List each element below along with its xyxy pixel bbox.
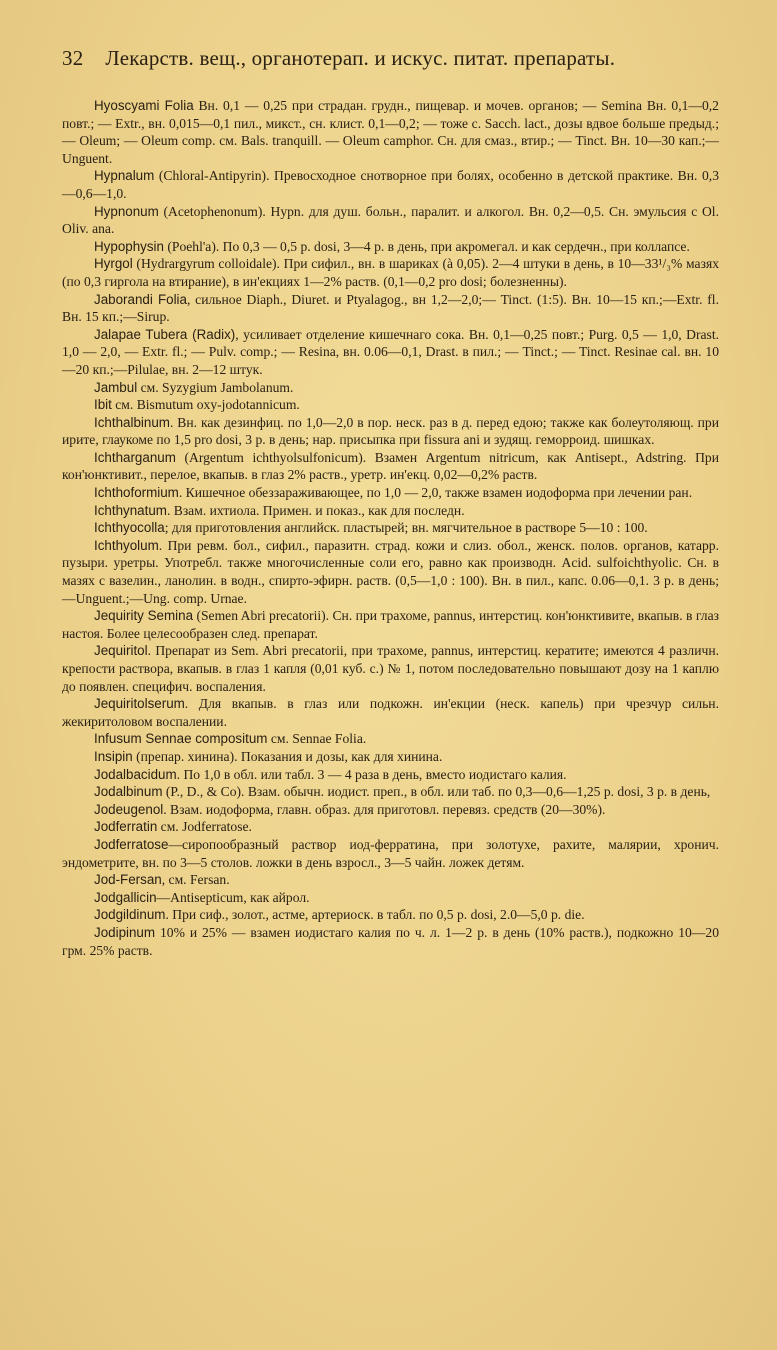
dictionary-entry xyxy=(62,291,719,326)
entry-term: Hyrgol xyxy=(94,256,133,272)
dictionary-entry xyxy=(62,924,719,959)
entry-text: . Взам. иодоформа, главн. образ. для приготовл. перевяз. средств (20—30%). xyxy=(163,801,606,817)
entry-term: Jodgallicin xyxy=(94,889,157,905)
entry-term: Jambul xyxy=(94,379,138,395)
entry-text: . Для вкапыв. в глаз или подкожн. ин'екции (неск. капель) при чрезчур сильн. жекиритоловом воспалении. xyxy=(62,696,719,729)
entry-term: Hypophysin xyxy=(94,238,164,254)
entry-term: Ichthoformium xyxy=(94,485,179,501)
dictionary-entry xyxy=(62,203,719,238)
entry-term: Ichthynatum xyxy=(94,502,167,518)
dictionary-entry xyxy=(62,801,719,819)
entry-term: Jodeugenol xyxy=(94,801,164,817)
entry-text: Вн. 0,1 — 0,25 при страдан. грудн., пищевар. и мочев. органов; — Semina Вн. 0,1—0,2 повт.; — Extr., вн. 0,015—0,1 пил., микст., сн. клист. 0,1—0,2; — тоже с. Sacch. lact., дозы вдвое больше предыд.; — Oleum; — Oleum comp. см. Bals. tranquill. — Oleum camphor. Сн. для смаз., втир.; — Tinct. Вн. 10—30 кап.;—Unguent. xyxy=(62,98,719,166)
entry-text: . Препарат из Sem. Abri precatorii, при трахоме, pannus, интерстиц. кератите; имеются 4 различн. крепости раствора, вкапыв. в глаз 1 капля (0,01 куб. с.) № 1, потом последовательно повышают дозу на 1 каплю до появлен. специфич. воспаления. xyxy=(62,643,719,694)
entry-text: . При ревм. бол., сифил., паразитн. страд. кожи и слиз. обол., женск. полов. органов, катарр. пузыри. уретры. Употребл. также многочисленные соли его, равно как производн. Acid. sulfoichthyolic. Сн. в мазях с вазелин., ланолин. в водн., спирто-эфирн. раств. (0,5—1,0 : 100). Вн. в пил., капс. 0.06—0,1. 3 p. в день;—Unguent.;—Ung. comp. Urnae. xyxy=(62,537,719,606)
entry-term: Jod-Fersan xyxy=(94,872,162,888)
entry-term: Ichtharganum xyxy=(94,449,176,465)
dictionary-entry xyxy=(62,449,719,484)
entry-term: Jaborandi Folia xyxy=(94,291,187,307)
entry-text: (P., D., & Co). Взам. обычн. иодист. преп., в обл. или таб. по 0,3—0,6—1,25 p. dosi, 3 p. в день, xyxy=(162,784,711,800)
dictionary-entry xyxy=(62,766,719,784)
entry-term: Jodferratin xyxy=(94,819,158,835)
dictionary-entry xyxy=(62,167,719,202)
entry-text: —Antisepticum, как айрол. xyxy=(156,889,310,905)
entry-term: Jequirity Semina xyxy=(94,608,194,624)
dictionary-entry xyxy=(62,836,719,871)
entry-text: . Вн. как дезинфиц. по 1,0—2,0 в пор. неск. раз в д. перед едою; также как болеутоляющ. при ирите, глаукоме по 1,5 pro dosi, 3 p. в день; нар. присыпка при fissura ani и зудящ. геморроид. шишках. xyxy=(62,414,719,448)
entry-term: Infusum Sennae compositum xyxy=(94,731,268,747)
entry-text: см. Bismutum oxy-jodotannicum. xyxy=(111,397,300,413)
dictionary-entry xyxy=(62,537,719,607)
entry-term: Jodgildinum xyxy=(94,907,166,923)
entry-text: (Chloral-Antipyrin). Превосходное снотворное при болях, особенно в детской практике. Вн. 0,3—0,6—1,0. xyxy=(62,168,719,201)
dictionary-entry xyxy=(62,783,719,801)
dictionary-entry xyxy=(62,695,719,730)
entry-term: Hypnalum xyxy=(94,168,155,184)
entry-term: Ibit xyxy=(94,397,112,413)
running-title: Лекарств. вещ., органотерап. и искус. питат. препараты. xyxy=(105,46,616,70)
entry-text: см. Syzygium Jambolanum. xyxy=(137,379,294,395)
page-number: 32 xyxy=(62,46,84,70)
dictionary-entry xyxy=(62,607,719,642)
entry-text: (Semen Abri precatorii). Сн. при трахоме, pannus, интерстиц. кон'юнктивите, вкапыв. в глаз настоя. Более целесообразен след. препарат. xyxy=(62,608,719,641)
dictionary-entry xyxy=(62,519,719,537)
dictionary-entry xyxy=(62,484,719,502)
entry-term: Hyoscyami Folia xyxy=(94,98,194,113)
entry-term: Jodalbacidum xyxy=(94,766,177,782)
entry-text: (Poehl'а). По 0,3 — 0,5 p. dosi, 3—4 p. в день, при акромегал. и как сердечн., при коллапсе. xyxy=(163,238,690,254)
entry-text: ; для приготовления английск. пластырей; вн. мягчительное в растворе 5—10 : 100. xyxy=(164,520,648,536)
dictionary-entry xyxy=(62,379,719,397)
dictionary-entry xyxy=(62,414,719,449)
dictionary-entry xyxy=(62,748,719,766)
entry-text: . Взам. ихтиола. Примен. и показ., как для последн. xyxy=(166,502,465,518)
entry-text: , сильное Diaph., Diuret. и Ptyalagog., вн 1,2—2,0;— Tinct. (1:5). Вн. 10—15 кп.;—Extr. fl. Вн. 15 кп.;—Sirup. xyxy=(62,291,719,325)
dictionary-entry xyxy=(62,97,719,167)
dictionary-entry xyxy=(62,396,719,414)
dictionary-entry xyxy=(62,871,719,889)
entry-text: . При сиф., золот., астме, артериоск. в табл. по 0,5 p. dosi, 2.0—5,0 p. die. xyxy=(165,907,585,923)
entry-term: Jodipinum xyxy=(94,924,156,940)
entry-list xyxy=(62,97,719,959)
entry-text: см. Jodferratose. xyxy=(157,819,252,835)
entry-term: Jalapae Tubera (Radix) xyxy=(94,326,236,342)
dictionary-entry xyxy=(62,818,719,836)
dictionary-entry xyxy=(62,889,719,907)
entry-term: Jodalbinum xyxy=(94,784,163,800)
entry-term: Jequiritol xyxy=(94,643,148,659)
dictionary-entry xyxy=(62,238,719,256)
entry-term: Hypnonum xyxy=(94,203,159,219)
entry-text: , усиливает отделение кишечнаго сока. Вн. 0,1—0,25 повт.; Purg. 0,5 — 1,0, Drast. 1,0 — 2,0, — Extr. fl.; — Pulv. comp.; — Resina, вн. 0.06—0,1, Drast. в пил.; — Tinct.; — Tinct. Resinae cal. вн. 10—20 кп.;—Pilulae, вн. 2—12 штук. xyxy=(62,326,719,377)
dictionary-entry xyxy=(62,326,719,379)
entry-term: Jequiritolserum xyxy=(94,696,185,712)
entry-text: (препар. хинина). Показания и дозы, как для хинина. xyxy=(132,748,443,764)
entry-text: см. Sennae Folia. xyxy=(267,731,367,747)
dictionary-entry xyxy=(62,730,719,748)
entry-text: (Argentum ichthyolsulfonicum). Взамен Argentum nitricum, как Antisept., Adstring. При кон'юнктивит., перелое, вкапыв. в глаз 2% раств., уретр. ин'екц. 0,02—0,2% раств. xyxy=(62,449,719,483)
entry-text: . По 1,0 в обл. или табл. 3 — 4 раза в день, вместо иодистаго калия. xyxy=(176,766,567,782)
entry-text: . Кишечное обеззараживающее, по 1,0 — 2,0, также взамен иодоформа при лечении ран. xyxy=(178,485,693,501)
entry-text: , см. Fersan. xyxy=(161,872,230,888)
dictionary-entry xyxy=(62,906,719,924)
dictionary-entry xyxy=(62,502,719,520)
entry-term: Ichthyolum xyxy=(94,537,159,553)
entry-term: Jodferratose xyxy=(94,836,169,852)
entry-text: (Hydrargyrum colloidale). При сифил., вн. в шариках (à 0,05). 2—4 штуки в день, в 10—33¹/₃% мазях (по 0,3 гиргола на втирание), в ин'екциях 1—2% раств. (0,1—0,2 pro dosi; болезненны). xyxy=(62,256,719,289)
entry-text: 10% и 25% — взамен иодистаго калия по ч. л. 1—2 p. в день (10% раств.), подкожно 10—20 грм. 25% раств. xyxy=(62,924,719,958)
entry-text: (Acetophenonum). Hypn. для душ. больн., паралит. и алкогол. Вн. 0,2—0,5. Сн. эмульсия с Ol. Oliv. ana. xyxy=(62,203,719,237)
dictionary-entry xyxy=(62,255,719,290)
page-header xyxy=(62,46,719,71)
entry-text: —сиропообразный раствор иод-ферратина, при золотухе, рахите, малярии, хронич. эндометрите, вн. по 3—5 столов. ложки в день взросл., 3—5 чайн. ложек детям. xyxy=(62,836,719,870)
entry-term: Insipin xyxy=(94,748,133,764)
entry-term: Ichthyocolla xyxy=(94,520,165,536)
dictionary-entry xyxy=(62,642,719,695)
entry-term: Ichthalbinum xyxy=(94,414,170,430)
